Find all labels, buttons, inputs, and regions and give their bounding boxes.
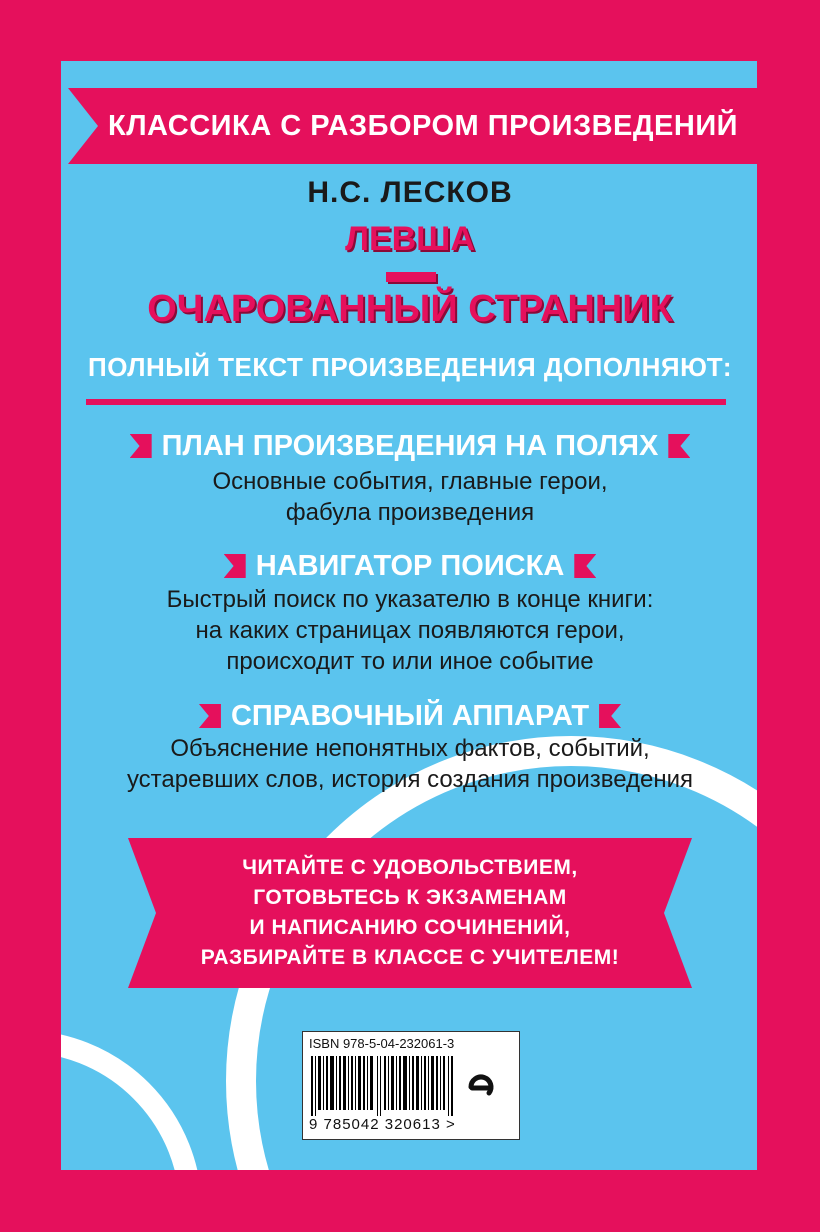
- feature-heading-text: ПЛАН ПРОИЗВЕДЕНИЯ НА ПОЛЯХ: [161, 430, 659, 462]
- ean-digits: 9 785042 320613 >: [309, 1116, 456, 1133]
- publisher-logo-icon: [456, 1062, 506, 1112]
- feature-description-line: Основные события, главные герои,: [212, 468, 608, 495]
- feature-description-line: фабула произведения: [285, 499, 535, 526]
- series-title: КЛАССИКА С РАЗБОРОМ ПРОИЗВЕДЕНИЙ: [108, 110, 739, 142]
- feature-heading-text: СПРАВОЧНЫЙ АППАРАТ: [230, 700, 590, 732]
- call-to-action-line: ГОТОВЬТЕСЬ К ЭКЗАМЕНАМ: [253, 886, 567, 909]
- feature-description-line: Объяснение непонятных фактов, событий,: [170, 735, 650, 762]
- feature-heading-text: НАВИГАТОР ПОИСКА: [255, 550, 565, 582]
- book-author: Н.С. ЛЕСКОВ: [307, 176, 513, 209]
- bullet-right-icon: [599, 704, 621, 728]
- bullet-left-icon: [199, 704, 221, 728]
- feature-description-line: Быстрый поиск по указателю в конце книги:: [166, 586, 654, 613]
- bullet-right-icon: [668, 434, 690, 458]
- feature-description: [0, 584, 820, 677]
- series-banner: [68, 88, 760, 164]
- call-to-action-text: [128, 853, 692, 973]
- barcode-icon: [311, 1056, 453, 1116]
- supplement-heading: ПОЛНЫЙ ТЕКСТ ПРОИЗВЕДЕНИЯ ДОПОЛНЯЮТ:: [88, 352, 732, 382]
- feature-heading: [0, 700, 820, 733]
- feature-description-line: происходит то или иное событие: [226, 648, 594, 675]
- feature-description: [0, 466, 820, 528]
- bullet-left-icon: [224, 554, 246, 578]
- book-title-secondary: ОЧАРОВАННЫЙ СТРАННИК: [147, 288, 673, 330]
- feature-description-line: устаревших слов, история создания произведения: [126, 766, 694, 793]
- bullet-right-icon: [574, 554, 596, 578]
- call-to-action-line: ЧИТАЙТЕ С УДОВОЛЬСТВИЕМ,: [242, 856, 578, 879]
- isbn-number: ISBN 978-5-04-232061-3: [309, 1036, 455, 1051]
- section-divider: [86, 399, 726, 405]
- decorative-ring-small: [61, 1041, 191, 1170]
- book-title-primary: ЛЕВША: [345, 220, 475, 258]
- call-to-action-banner: [128, 838, 692, 988]
- feature-description-line: на каких страницах появляются герои,: [195, 617, 625, 644]
- bullet-left-icon: [130, 434, 152, 458]
- feature-description: [0, 733, 820, 795]
- call-to-action-line: РАЗБИРАЙТЕ В КЛАССЕ С УЧИТЕЛЕМ!: [200, 946, 620, 969]
- feature-heading: [0, 430, 820, 463]
- call-to-action-line: И НАПИСАНИЮ СОЧИНЕНИЙ,: [249, 916, 571, 939]
- title-separator: [386, 272, 436, 282]
- feature-heading: [0, 550, 820, 583]
